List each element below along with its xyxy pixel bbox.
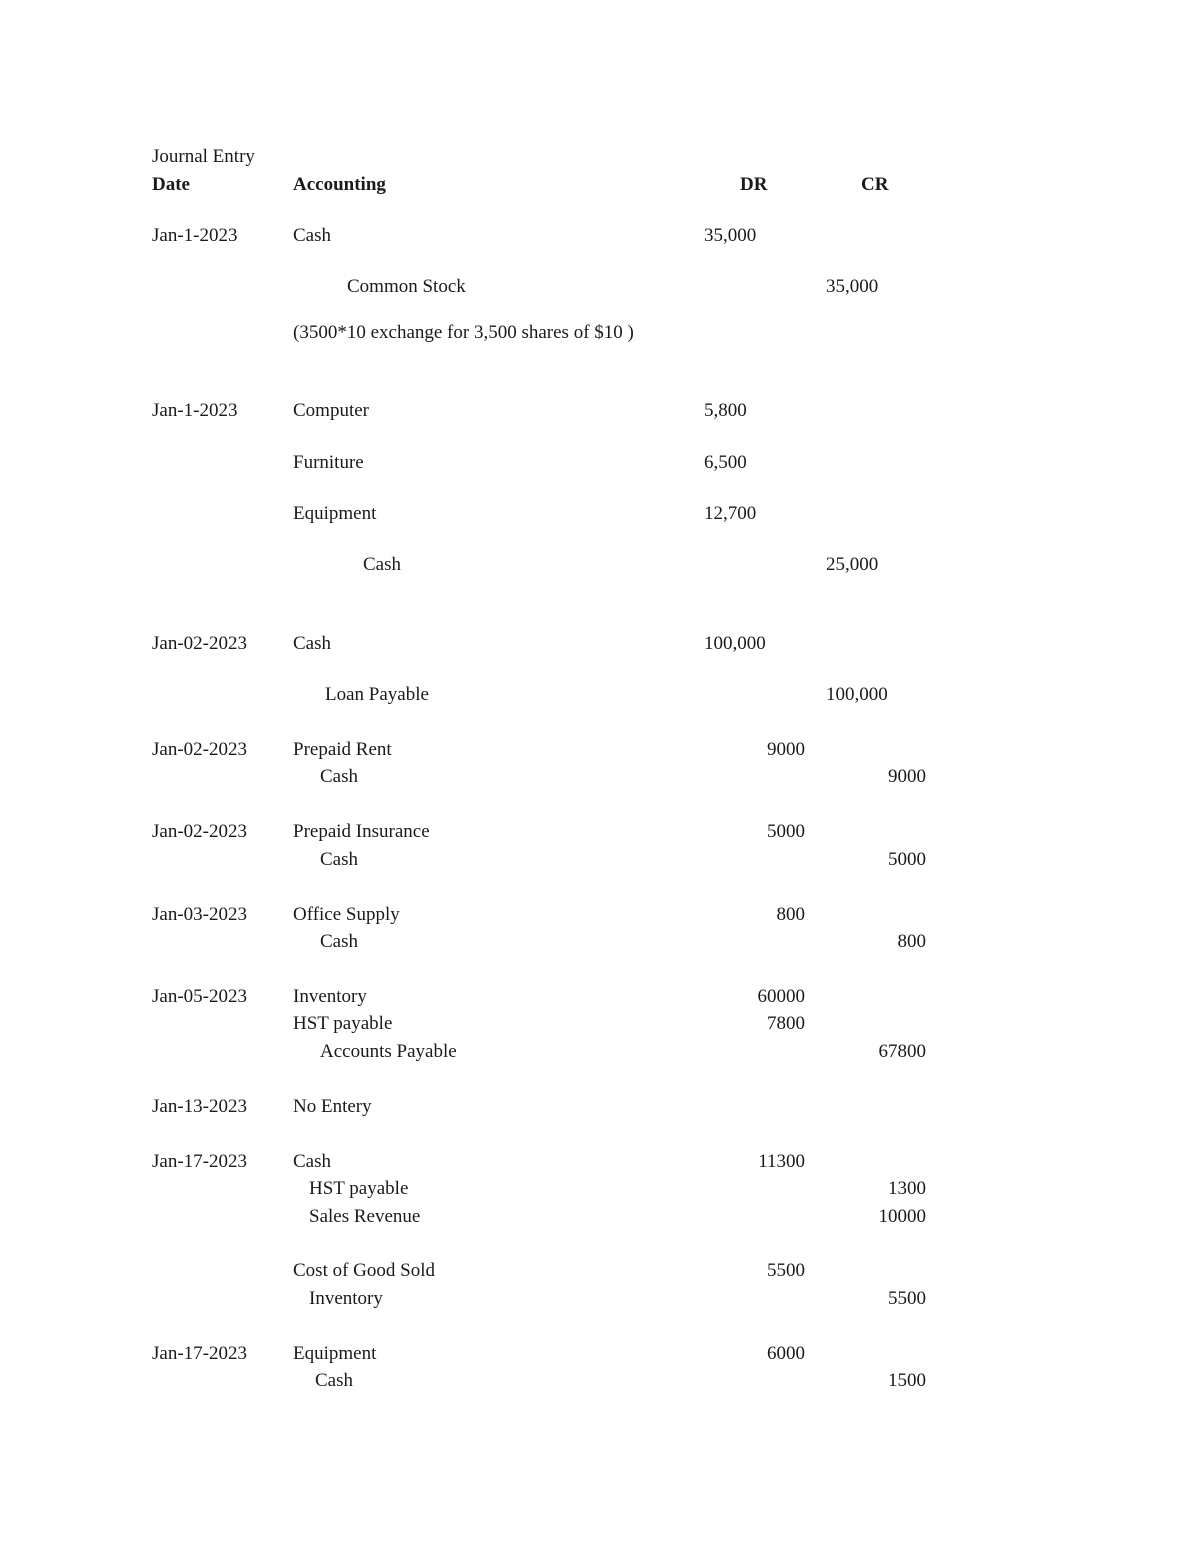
entry-account: HST payable bbox=[293, 1013, 393, 1034]
entry-account: Inventory bbox=[309, 1288, 383, 1309]
entry-debit: 5,800 bbox=[704, 400, 747, 421]
entry-date: Jan-02-2023 bbox=[152, 633, 247, 654]
entry-account: No Entery bbox=[293, 1096, 372, 1117]
entry-debit: 35,000 bbox=[704, 225, 757, 246]
entry-debit: 11300 bbox=[758, 1151, 805, 1172]
entry-account: Cash bbox=[320, 766, 358, 787]
header-date: Date bbox=[152, 174, 190, 195]
entry-debit: 6,500 bbox=[704, 452, 747, 473]
entry-account: Loan Payable bbox=[325, 684, 429, 705]
entry-account: Cost of Good Sold bbox=[293, 1260, 435, 1281]
entry-debit: 6000 bbox=[767, 1343, 805, 1364]
entry-credit: 10000 bbox=[878, 1206, 926, 1227]
entry-debit: 60000 bbox=[757, 986, 805, 1007]
entry-account: Cash bbox=[320, 931, 358, 952]
page-title: Journal Entry bbox=[152, 146, 255, 167]
entry-credit: 1300 bbox=[888, 1178, 926, 1199]
entry-account: Prepaid Rent bbox=[293, 739, 392, 760]
entry-note: (3500*10 exchange for 3,500 shares of $10 ) bbox=[293, 322, 634, 343]
entry-credit: 67800 bbox=[878, 1041, 926, 1062]
entry-account: Accounts Payable bbox=[320, 1041, 457, 1062]
entry-debit: 7800 bbox=[767, 1013, 805, 1034]
entry-account: Cash bbox=[293, 225, 331, 246]
header-cr: CR bbox=[861, 174, 889, 195]
entry-account: Sales Revenue bbox=[309, 1206, 421, 1227]
entry-account: Cash bbox=[293, 1151, 331, 1172]
entry-account: Computer bbox=[293, 400, 369, 421]
entry-account: Cash bbox=[320, 849, 358, 870]
entry-date: Jan-17-2023 bbox=[152, 1151, 247, 1172]
entry-credit: 25,000 bbox=[826, 554, 879, 575]
entry-credit: 35,000 bbox=[826, 276, 879, 297]
entry-account: Office Supply bbox=[293, 904, 400, 925]
entry-date: Jan-02-2023 bbox=[152, 739, 247, 760]
entry-account: Inventory bbox=[293, 986, 367, 1007]
entry-account: Cash bbox=[315, 1370, 353, 1391]
entry-account: Furniture bbox=[293, 452, 364, 473]
header-dr: DR bbox=[740, 174, 768, 195]
entry-account: Prepaid Insurance bbox=[293, 821, 430, 842]
entry-debit: 100,000 bbox=[704, 633, 766, 654]
entry-debit: 12,700 bbox=[704, 503, 757, 524]
entry-debit: 5500 bbox=[767, 1260, 805, 1281]
entry-date: Jan-05-2023 bbox=[152, 986, 247, 1007]
entry-credit: 5500 bbox=[888, 1288, 926, 1309]
entry-date: Jan-1-2023 bbox=[152, 225, 238, 246]
entry-account: Common Stock bbox=[347, 276, 466, 297]
entry-credit: 800 bbox=[897, 931, 926, 952]
entry-credit: 1500 bbox=[888, 1370, 926, 1391]
entry-account: Equipment bbox=[293, 503, 377, 524]
entry-date: Jan-02-2023 bbox=[152, 821, 247, 842]
entry-credit: 5000 bbox=[888, 849, 926, 870]
entry-debit: 5000 bbox=[767, 821, 805, 842]
entry-date: Jan-13-2023 bbox=[152, 1096, 247, 1117]
entry-debit: 800 bbox=[776, 904, 805, 925]
header-accounting: Accounting bbox=[293, 174, 386, 195]
entry-debit: 9000 bbox=[767, 739, 805, 760]
entry-account: Equipment bbox=[293, 1343, 377, 1364]
entry-credit: 100,000 bbox=[826, 684, 888, 705]
entry-account: HST payable bbox=[309, 1178, 409, 1199]
entry-account: Cash bbox=[363, 554, 401, 575]
entry-date: Jan-03-2023 bbox=[152, 904, 247, 925]
entry-account: Cash bbox=[293, 633, 331, 654]
entry-date: Jan-17-2023 bbox=[152, 1343, 247, 1364]
entry-credit: 9000 bbox=[888, 766, 926, 787]
entry-date: Jan-1-2023 bbox=[152, 400, 238, 421]
